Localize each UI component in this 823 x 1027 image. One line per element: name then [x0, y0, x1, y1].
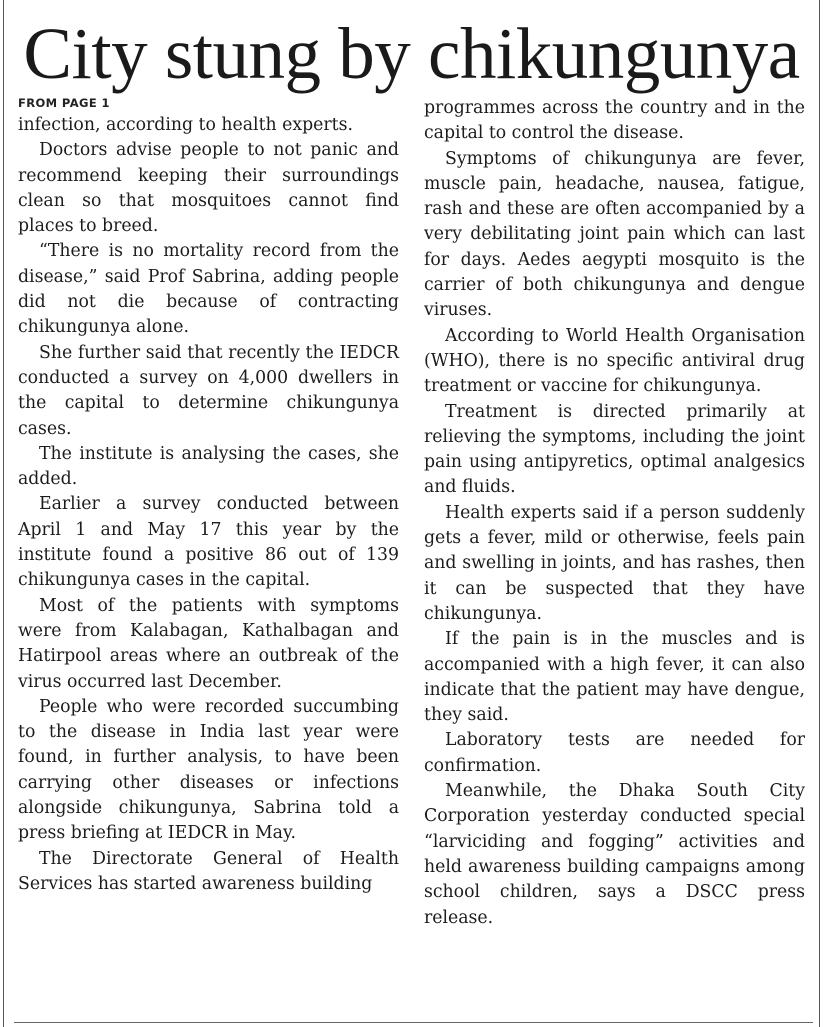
paragraph: Health experts said if a person suddenly gets a fever, mild or otherwise, feels pain and swelling in joints, and has rashes, then it can be suspected that they have chikungunya.: [424, 502, 805, 624]
paragraph: If the pain is in the muscles and is accompanied with a high fever, it can also indicate that the patient may have dengue, they said.: [424, 629, 805, 726]
paragraph: infection, according to health experts.: [18, 115, 353, 135]
paragraph: She further said that recently the IEDCR conducted a survey on 4,000 dwellers in the capital to determine chikungunya cases.: [18, 342, 399, 439]
paragraph: People who were recorded succumbing to the disease in India last year were found, in further analysis, to have been carrying other diseases or infections alongside chikungunya, Sabrina told a press briefing at IEDCR in May.: [18, 696, 399, 844]
paragraph: The Directorate General of Health Services has started awareness building: [18, 848, 399, 894]
article-headline: City stung by chikungunya: [23, 13, 800, 94]
paragraph: Most of the patients with symptoms were from Kalabagan, Kathalbagan and Hatirpool areas where an outbreak of the virus occurred last December.: [18, 595, 399, 692]
page-border-right: [819, 0, 820, 1027]
paragraph: programmes across the country and in the capital to control the disease.: [424, 98, 805, 144]
paragraph: According to World Health Organisation (WHO), there is no specific antiviral drug treatment or vaccine for chikungunya.: [424, 325, 805, 397]
paragraph: Laboratory tests are needed for confirmation.: [424, 730, 805, 776]
paragraph: Earlier a survey conducted between April 1 and May 17 this year by the institute found a positive 86 out of 139 chikungunya cases in the capital.: [18, 494, 399, 591]
paragraph: Symptoms of chikungunya are fever, muscle pain, headache, nausea, fatigue, rash and these are often accompanied by a very debilitating joint pain which can last for days. Aedes aegypti mosquito is the carrier of both chikungunya and dengue viruses.: [424, 148, 805, 321]
paragraph: Treatment is directed primarily at relieving the symptoms, including the joint pain using antipyretics, optimal analgesics and fluids.: [424, 401, 805, 498]
paragraph: “There is no mortality record from the disease,” said Prof Sabrina, adding people did not die because of contracting chikungunya alone.: [18, 241, 399, 338]
article-column-left: [18, 96, 399, 897]
page-border-left: [3, 0, 4, 1027]
paragraph: Meanwhile, the Dhaka South City Corporation yesterday conducted special “larviciding and fogging” activities and held awareness building campaigns among school children, says a DSCC press release.: [424, 781, 805, 928]
jump-label: FROM PAGE 1: [18, 96, 110, 110]
paragraph: Doctors advise people to not panic and recommend keeping their surroundings clean so that mosquitoes cannot find places to breed.: [18, 140, 399, 237]
bottom-divider: [14, 1022, 813, 1023]
article-column-right: [424, 96, 805, 931]
paragraph: The institute is analysing the cases, she added.: [18, 443, 399, 490]
